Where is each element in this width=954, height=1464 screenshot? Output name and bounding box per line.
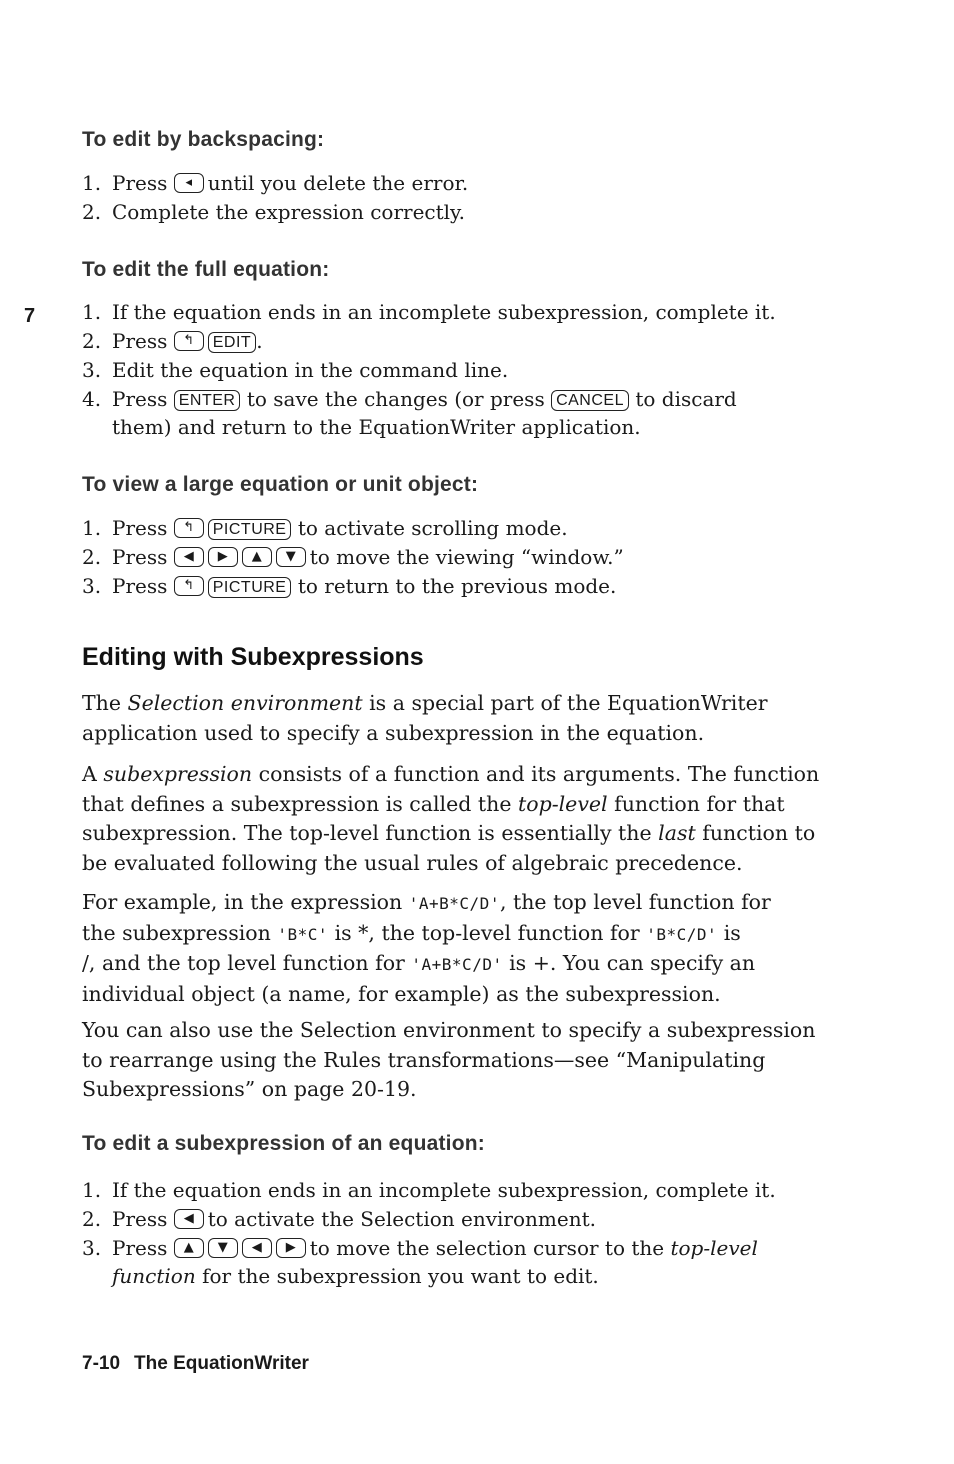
left-shift-key-icon: ↰ — [174, 518, 204, 538]
cancel-key: CANCEL — [551, 390, 629, 411]
left-arrow-key-icon: ◀ — [242, 1238, 272, 1258]
step-sub-1: 1. If the equation ends in an incomplete subexpression, complete it. — [82, 1178, 776, 1202]
picture-key: PICTURE — [208, 577, 292, 598]
chapter-tab: 7 — [24, 305, 36, 327]
step-sub-3-continued: function for the subexpression you want to edit. — [112, 1264, 599, 1288]
up-arrow-key-icon: ▲ — [174, 1238, 204, 1258]
section-heading-editing-subexpressions: Editing with Subexpressions — [82, 643, 424, 671]
left-arrow-key-icon: ◀ — [174, 547, 204, 567]
step-sub-3: 3. Press ▲ ▼ ◀ ▶ to move the selection cursor to the top-level — [82, 1236, 758, 1260]
page-number: 7-10 — [82, 1353, 121, 1374]
down-arrow-key-icon: ▼ — [276, 547, 306, 567]
step-full-1: 1. If the equation ends in an incomplete subexpression, complete it. — [82, 300, 776, 324]
step-view-3: 3. Press ↰ PICTURE to return to the previous mode. — [82, 574, 617, 598]
procedure-heading-view-large: To view a large equation or unit object: — [82, 473, 479, 496]
step-full-4-continued: them) and return to the EquationWriter application. — [112, 415, 641, 439]
page-footer — [82, 1353, 309, 1375]
paragraph-selection-environment: The Selection environment is a special part of the EquationWriter application used to specify a subexpression in the equation. — [82, 691, 768, 745]
backspace-key-icon: ◂ — [174, 173, 204, 193]
step-full-2: 2. Press ↰ EDIT . — [82, 329, 263, 353]
up-arrow-key-icon: ▲ — [242, 547, 272, 567]
edit-key: EDIT — [208, 332, 256, 353]
down-arrow-key-icon: ▼ — [208, 1238, 238, 1258]
step-view-1: 1. Press ↰ PICTURE to activate scrolling mode. — [82, 516, 568, 540]
left-shift-key-icon: ↰ — [174, 576, 204, 596]
left-shift-key-icon: ↰ — [174, 331, 204, 351]
paragraph-example: For example, in the expression 'A+B*C/D', the top level function for the subexpression 'B*C' is *, the top-level function for 'B*C/D' is /, and the top level function for 'A+B*C/D' is +. You can specify an individual object (a name, for example) as the subexpression. — [82, 890, 771, 1006]
step-sub-2: 2. Press ◀ to activate the Selection environment. — [82, 1207, 596, 1231]
enter-key: ENTER — [174, 390, 241, 411]
step-backspace-2: 2. Complete the expression correctly. — [82, 200, 466, 224]
paragraph-subexpression-definition: A subexpression consists of a function and its arguments. The function that defines a subexpression is called the top-level function for that subexpression. The top-level function is essentially the last function to be evaluated following the usual rules of algebraic precedence. — [82, 762, 820, 875]
procedure-heading-edit-subexpression: To edit a subexpression of an equation: — [82, 1132, 485, 1155]
procedure-heading-backspacing: To edit by backspacing: — [82, 128, 325, 151]
step-full-4: 4. Press ENTER to save the changes (or press CANCEL to discard — [82, 387, 737, 411]
right-arrow-key-icon: ▶ — [208, 547, 238, 567]
step-backspace-1: 1. Press ◂ until you delete the error. — [82, 171, 469, 195]
chapter-title: The EquationWriter — [134, 1353, 309, 1374]
step-full-3: 3. Edit the equation in the command line. — [82, 358, 509, 382]
picture-key: PICTURE — [208, 519, 292, 540]
paragraph-rules-transformations: You can also use the Selection environment to specify a subexpression to rearrange using the Rules transformations—see “Manipulating Subexpressions” on page 20-19. — [82, 1018, 816, 1101]
left-arrow-key-icon: ◀ — [174, 1209, 204, 1229]
procedure-heading-full-equation: To edit the full equation: — [82, 258, 330, 281]
step-view-2: 2. Press ◀ ▶ ▲ ▼ to move the viewing “window.” — [82, 545, 624, 569]
right-arrow-key-icon: ▶ — [276, 1238, 306, 1258]
